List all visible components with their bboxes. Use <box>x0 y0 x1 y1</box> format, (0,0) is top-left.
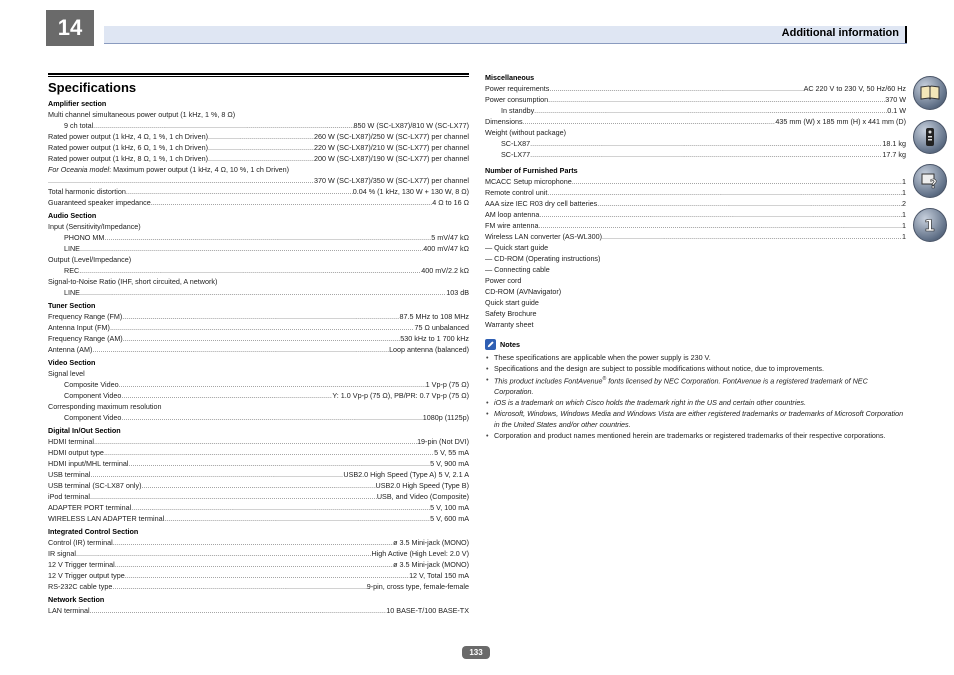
spec-row: Control (IR) terminal ..... ø 3.5 Mini-jack (MONO) <box>48 537 469 548</box>
chapter-number: 14 <box>46 10 94 46</box>
spec-line: Input (Sensitivity/Impedance) <box>48 222 141 231</box>
header-tick <box>905 26 907 43</box>
spec-row: Rated power output (1 kHz, 6 Ω, 1 %, 1 ch Driven) ..... 220 W (SC-LX87)/210 W (SC-LX77) per channel <box>48 142 469 153</box>
spec-row: Composite Video ..... 1 Vp-p (75 Ω) <box>48 379 469 390</box>
video-heading: Video Section <box>48 358 96 367</box>
spec-row: Remote control unit ..... 1 <box>485 187 906 198</box>
header-bar <box>104 26 907 44</box>
tuner-heading: Tuner Section <box>48 301 96 310</box>
spec-row: Antenna (AM) ..... Loop antenna (balanced) <box>48 344 469 355</box>
spec-line: Signal-to-Noise Ratio (IHF, short circuited, A network) <box>48 277 218 286</box>
side-nav <box>913 76 947 252</box>
spec-row: Power consumption ..... 370 W <box>485 94 906 105</box>
list-item: Quick start guide <box>485 298 539 307</box>
spec-row: REC ..... 400 mV/2.2 kΩ <box>48 265 469 276</box>
title-rule <box>48 73 469 75</box>
spec-row: HDMI terminal ..... 19-pin (Not DVI) <box>48 436 469 447</box>
spec-row: Dimensions ..... 435 mm (W) x 185 mm (H) x 441 mm (D) <box>485 116 906 127</box>
spec-row: LINE ..... 400 mV/47 kΩ <box>48 243 469 254</box>
spec-row: Power requirements ..... AC 220 V to 230 V, 50 Hz/60 Hz <box>485 83 906 94</box>
spec-row: MCACC Setup microphone ..... 1 <box>485 176 906 187</box>
spec-row: AAA size IEC R03 dry cell batteries ..... 2 <box>485 198 906 209</box>
spec-row: Frequency Range (FM) ..... 87.5 MHz to 108 MHz <box>48 311 469 322</box>
svg-text:?: ? <box>930 177 937 190</box>
specifications-column <box>48 73 469 616</box>
svg-text:1: 1 <box>924 216 936 235</box>
spec-row: HDMI input/MHL terminal ..... 5 V, 900 mA <box>48 458 469 469</box>
control-heading: Integrated Control Section <box>48 527 139 536</box>
spec-row: RS-232C cable type ..... 9-pin, cross type, female-female <box>48 581 469 592</box>
spec-row: HDMI output type ..... 5 V, 55 mA <box>48 447 469 458</box>
page-number: 133 <box>462 646 490 659</box>
spec-row: Frequency Range (AM) ..... 530 kHz to 1 700 kHz <box>48 333 469 344</box>
spec-line: Corresponding maximum resolution <box>48 402 162 411</box>
note-item: • iOS is a trademark on which Cisco holds the trademark right in the US and certain other countries. <box>494 397 906 408</box>
spec-row: ADAPTER PORT terminal ..... 5 V, 100 mA <box>48 502 469 513</box>
list-item: Safety Brochure <box>485 309 537 318</box>
spec-row: WIRELESS LAN ADAPTER terminal ..... 5 V, 600 mA <box>48 513 469 524</box>
note-item: • Corporation and product names mentioned herein are trademarks or registered trademarks of their respective corporations. <box>494 430 906 441</box>
notes-list <box>485 352 906 441</box>
pencil-note-icon <box>485 339 496 350</box>
note-item: • Microsoft, Windows, Windows Media and Windows Vista are either registered trademarks or trademarks of Microsoft Corporation in the United States and/or other countries. <box>494 408 906 430</box>
notes-heading: Notes <box>500 340 520 349</box>
spec-row: FM wire antenna ..... 1 <box>485 220 906 231</box>
spec-row: USB terminal ..... USB2.0 High Speed (Type A) 5 V, 2.1 A <box>48 469 469 480</box>
list-item: — Quick start guide <box>485 243 549 252</box>
spec-row: Component Video ..... 1080p (1125p) <box>48 412 469 423</box>
spec-line: For Oceania model: Maximum power output (1 kHz, 4 Ω, 10 %, 1 ch Driven) <box>48 165 290 174</box>
list-item: CD-ROM (AVNavigator) <box>485 287 562 296</box>
spec-row: LINE ..... 103 dB <box>48 287 469 298</box>
spec-row: Wireless LAN converter (AS-WL300) ..... 1 <box>485 231 906 242</box>
amplifier-heading: Amplifier section <box>48 99 107 108</box>
spec-line: Multi channel simultaneous power output (1 kHz, 1 %, 8 Ω) <box>48 110 236 119</box>
list-item: — CD-ROM (Operating instructions) <box>485 254 601 263</box>
spec-row: 12 V Trigger output type ..... 12 V, Total 150 mA <box>48 570 469 581</box>
title-subrule <box>48 76 469 77</box>
spec-line: Signal level <box>48 369 85 378</box>
list-item: Power cord <box>485 276 522 285</box>
spec-row: LAN terminal ..... 10 BASE-T/100 BASE-TX <box>48 605 469 616</box>
spec-row: Rated power output (1 kHz, 8 Ω, 1 %, 1 ch Driven) ..... 200 W (SC-LX87)/190 W (SC-LX77) per channel <box>48 153 469 164</box>
header-title: Additional information <box>781 27 899 39</box>
notes-header <box>485 339 906 350</box>
spec-row: Rated power output (1 kHz, 4 Ω, 1 %, 1 ch Driven) ..... 260 W (SC-LX87)/250 W (SC-LX77) per channel <box>48 131 469 142</box>
furnished-heading: Number of Furnished Parts <box>485 166 578 175</box>
remote-control-icon[interactable] <box>913 120 947 154</box>
spec-row: AM loop antenna ..... 1 <box>485 209 906 220</box>
page-title: Specifications <box>48 80 137 95</box>
faq-icon[interactable] <box>913 164 947 198</box>
spec-row: SC-LX87 ..... 18.1 kg <box>485 138 906 149</box>
spec-row: Total harmonic distortion ..... 0.04 % (1 kHz, 130 W + 130 W, 8 Ω) <box>48 186 469 197</box>
digital-heading: Digital In/Out Section <box>48 426 121 435</box>
misc-heading: Miscellaneous <box>485 73 535 82</box>
list-item: — Connecting cable <box>485 265 550 274</box>
spec-line: Output (Level/Impedance) <box>48 255 132 264</box>
spec-row: IR signal ..... High Active (High Level: 2.0 V) <box>48 548 469 559</box>
spec-row: In standby ..... 0.1 W <box>485 105 906 116</box>
spec-row: Guaranteed speaker impedance ..... 4 Ω to 16 Ω <box>48 197 469 208</box>
network-heading: Network Section <box>48 595 105 604</box>
spec-row: USB terminal (SC-LX87 only) ..... USB2.0 High Speed (Type B) <box>48 480 469 491</box>
spec-row: Antenna Input (FM) ..... 75 Ω unbalanced <box>48 322 469 333</box>
note-item: • These specifications are applicable when the power supply is 230 V. <box>494 352 906 363</box>
spec-row: 12 V Trigger terminal ..... ø 3.5 Mini-jack (MONO) <box>48 559 469 570</box>
misc-column <box>485 72 906 441</box>
note-item: • Specifications and the design are subject to possible modifications without notice, due to improvements. <box>494 363 906 374</box>
spec-row: iPod terminal ..... USB, and Video (Composite) <box>48 491 469 502</box>
spec-row: SC-LX77 ..... 17.7 kg <box>485 149 906 160</box>
spec-row: 9 ch total ..... 850 W (SC-LX87)/810 W (SC-LX77) <box>48 120 469 131</box>
book-icon[interactable] <box>913 76 947 110</box>
note-item: • This product includes FontAvenue® fonts licensed by NEC Corporation. FontAvenue is a registered trademark of NEC Corporation. <box>494 374 906 397</box>
spec-row: Component Video ..... Y: 1.0 Vp-p (75 Ω), PB/PR: 0.7 Vp-p (75 Ω) <box>48 390 469 401</box>
spec-row: ..... 370 W (SC-LX87)/350 W (SC-LX77) per channel <box>48 175 469 186</box>
list-item: Warranty sheet <box>485 320 534 329</box>
audio-heading: Audio Section <box>48 211 97 220</box>
number-one-icon[interactable] <box>913 208 947 242</box>
spec-line: Weight (without package) <box>485 128 566 137</box>
spec-row: PHONO MM ..... 5 mV/47 kΩ <box>48 232 469 243</box>
